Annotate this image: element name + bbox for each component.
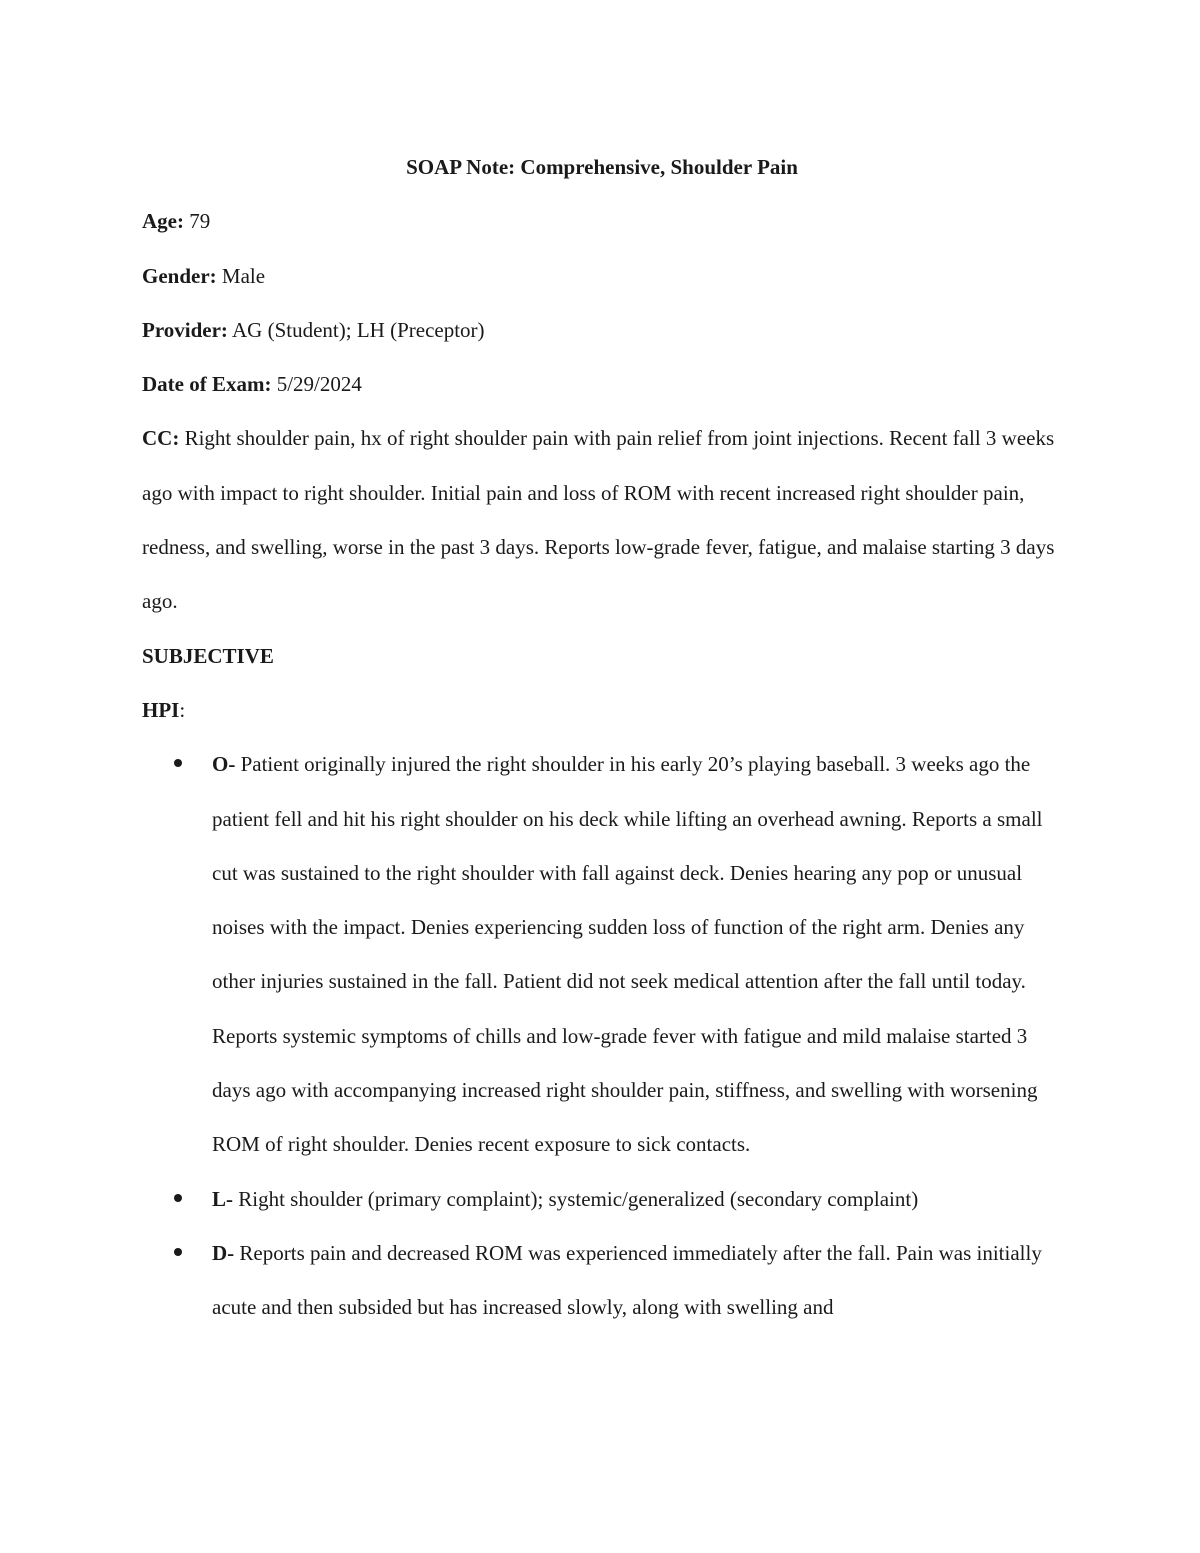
hpi-label: HPI: [142, 697, 180, 722]
hpi-item-location: [142, 1172, 1062, 1226]
field-date-value: 5/29/2024: [276, 372, 362, 397]
hpi-heading: [142, 683, 1062, 737]
field-gender: [142, 249, 1062, 303]
hpi-colon: :: [179, 697, 186, 722]
field-provider-value: AG (Student); LH (Preceptor): [232, 317, 485, 342]
document-title: SOAP Note: Comprehensive, Shoulder Pain: [406, 155, 798, 179]
field-cc-value: Right shoulder pain, hx of right shoulder pain with pain relief from joint injections. Recent fall 3 weeks ago with impact to right shoulder. Initial pain and loss of ROM with recent increased right shoulder pain, redness, and swelling, worse in the past 3 days. Reports low-grade fever, fatigue, and malaise starting 3 days ago.: [142, 426, 1055, 614]
field-provider: [142, 303, 1062, 357]
field-date: [142, 357, 1062, 411]
hpi-item-duration: [142, 1226, 1062, 1335]
document-body: [142, 140, 1062, 1335]
bullet-icon: [174, 1194, 182, 1202]
hpi-item-onset: [142, 737, 1062, 1171]
field-chief-complaint: [142, 411, 1062, 628]
hpi-item-letter: D-: [212, 1240, 235, 1265]
hpi-item-letter: O-: [212, 752, 236, 777]
hpi-list: [142, 737, 1062, 1334]
field-provider-label: Provider:: [142, 317, 228, 342]
field-age-value: 79: [189, 209, 211, 234]
field-gender-label: Gender:: [142, 263, 217, 288]
hpi-item-text: Patient originally injured the right shoulder in his early 20’s playing baseball. 3 weeks ago the patient fell and hit his right shoulder on his deck while lifting an overhead awning. Reports a small cut was sustained to the right shoulder with fall against deck. Denies hearing any pop or unusual noises with the impact. Denies experiencing sudden loss of function of the right arm. Denies any other injuries sustained in the fall. Patient did not seek medical attention after the fall until today. Reports systemic symptoms of chills and low-grade fever with fatigue and mild malaise started 3 days ago with accompanying increased right shoulder pain, stiffness, and swelling with worsening ROM of right shoulder. Denies recent exposure to sick contacts.: [212, 752, 1043, 1157]
field-gender-value: Male: [221, 263, 266, 288]
bullet-icon: [174, 1248, 182, 1256]
hpi-item-text: Reports pain and decreased ROM was experienced immediately after the fall. Pain was initially acute and then subsided but has increased slowly, along with swelling and: [212, 1240, 1042, 1320]
field-age: [142, 194, 1062, 248]
subjective-heading: SUBJECTIVE: [142, 643, 274, 668]
field-age-label: Age:: [142, 209, 184, 234]
hpi-item-text: Right shoulder (primary complaint); systemic/generalized (secondary complaint): [238, 1186, 919, 1211]
bullet-icon: [174, 759, 182, 767]
hpi-item-letter: L-: [212, 1186, 233, 1211]
field-date-label: Date of Exam:: [142, 372, 272, 397]
field-cc-label: CC:: [142, 426, 180, 451]
